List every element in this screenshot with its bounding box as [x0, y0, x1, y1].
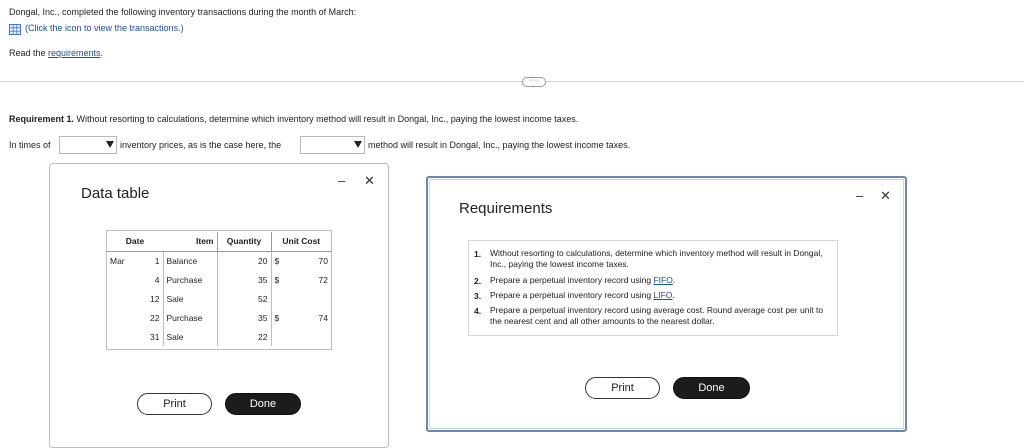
close-icon[interactable]: ✕: [880, 188, 891, 203]
minimize-icon[interactable]: –: [856, 188, 864, 203]
requirement-item-4: Prepare a perpetual inventory record using average cost. Round average cost per unit to the nearest cent and all other amounts to the nearest dollar.: [490, 305, 824, 326]
requirement-item-1: Without resorting to calculations, determine which inventory method will result in Dongal, Inc., paying the lowest income taxes.: [490, 248, 823, 269]
done-button[interactable]: Done: [673, 377, 750, 399]
answer-suffix: method will result in Dongal, Inc., paying the lowest income taxes.: [368, 140, 631, 150]
inventory-method-dropdown[interactable]: [300, 136, 365, 154]
data-table-window: [49, 163, 389, 448]
requirement-number: 3.: [474, 291, 482, 301]
requirement-item-3: [490, 290, 835, 301]
triangle-down-icon: [354, 141, 362, 148]
table-row: [107, 270, 331, 289]
unit-cost-cell: [287, 289, 331, 308]
quantity-cell: 52: [217, 289, 271, 308]
requirement-3-text: Prepare a perpetual inventory record using: [490, 290, 654, 300]
date-day-cell: 22: [135, 308, 163, 327]
date-month-cell: [107, 308, 135, 327]
column-header-date: Date: [107, 232, 163, 251]
column-header-quantity: Quantity: [217, 232, 271, 251]
expand-ellipsis-button[interactable]: ····: [522, 77, 546, 87]
date-month-cell: [107, 289, 135, 308]
table-row: [107, 308, 331, 327]
read-requirements-line: [9, 48, 103, 58]
quantity-cell: 20: [217, 251, 271, 270]
requirement-number: 1.: [474, 249, 482, 259]
read-suffix: .: [100, 48, 104, 58]
triangle-down-icon: [106, 141, 114, 148]
requirement-2-text: Prepare a perpetual inventory record using: [490, 275, 654, 285]
requirement-3-suffix: .: [672, 290, 675, 300]
date-month-cell: [107, 270, 135, 289]
grid-table-icon[interactable]: [9, 22, 21, 33]
date-day-cell: 4: [135, 270, 163, 289]
requirement-number: 4.: [474, 306, 482, 316]
requirements-link[interactable]: requirements: [48, 48, 101, 58]
requirement1-label: Requirement 1.: [9, 114, 75, 124]
currency-symbol-cell: [271, 327, 287, 346]
answer-middle: inventory prices, as is the case here, the: [120, 140, 282, 150]
minimize-icon[interactable]: –: [338, 173, 346, 188]
date-day-cell: 31: [135, 327, 163, 346]
close-icon[interactable]: ✕: [364, 173, 375, 188]
quantity-cell: 35: [217, 270, 271, 289]
done-button[interactable]: Done: [225, 393, 301, 415]
table-row: [107, 251, 331, 270]
item-cell: Sale: [163, 289, 217, 308]
column-header-unit-cost: Unit Cost: [271, 232, 331, 251]
transactions-table: [107, 232, 331, 346]
unit-cost-cell: 70: [318, 255, 328, 266]
currency-symbol-cell: $: [274, 255, 280, 266]
date-day-cell: 1: [135, 251, 163, 270]
print-button[interactable]: Print: [585, 377, 660, 399]
price-trend-dropdown[interactable]: [59, 136, 117, 154]
requirement-2-suffix: .: [672, 275, 676, 285]
requirements-list: [468, 240, 838, 336]
fifo-link[interactable]: FIFO: [653, 275, 673, 285]
unit-cost-cell: 72: [318, 274, 328, 285]
unit-cost-cell: [287, 327, 331, 346]
data-table-title: Data table: [81, 185, 150, 202]
intro-text: Dongal, Inc., completed the following inventory transactions during the month of March:: [9, 7, 357, 17]
requirements-title: Requirements: [459, 200, 553, 217]
view-transactions-link[interactable]: (Click the icon to view the transactions.): [25, 23, 184, 33]
date-month-cell: [107, 327, 135, 346]
requirement-item-2: [490, 275, 835, 286]
requirement1-text: Without resorting to calculations, determine which inventory method will result in Dongal, Inc., paying the lowest income taxes.: [74, 114, 579, 124]
quantity-cell: 35: [217, 308, 271, 327]
table-header-row: [107, 232, 331, 251]
currency-symbol-cell: $: [274, 274, 280, 285]
answer-prefix: In times of: [9, 140, 51, 150]
read-prefix: Read the: [9, 48, 49, 58]
item-cell: Balance: [163, 251, 217, 270]
unit-cost-cell: 74: [318, 312, 328, 323]
item-cell: Purchase: [163, 308, 217, 327]
quantity-cell: 22: [217, 327, 271, 346]
table-row: [107, 289, 331, 308]
lifo-link[interactable]: LIFO: [653, 290, 673, 300]
date-month-cell: Mar: [110, 255, 125, 266]
requirement-number: 2.: [474, 276, 482, 286]
section-divider: [0, 81, 1024, 82]
column-header-item: Item: [163, 232, 217, 251]
currency-symbol-cell: [271, 289, 287, 308]
print-button[interactable]: Print: [137, 393, 212, 415]
table-row: [107, 327, 331, 346]
requirement1-heading: [9, 114, 578, 124]
item-cell: Purchase: [163, 270, 217, 289]
date-day-cell: 12: [135, 289, 163, 308]
currency-symbol-cell: $: [274, 312, 280, 323]
item-cell: Sale: [163, 327, 217, 346]
